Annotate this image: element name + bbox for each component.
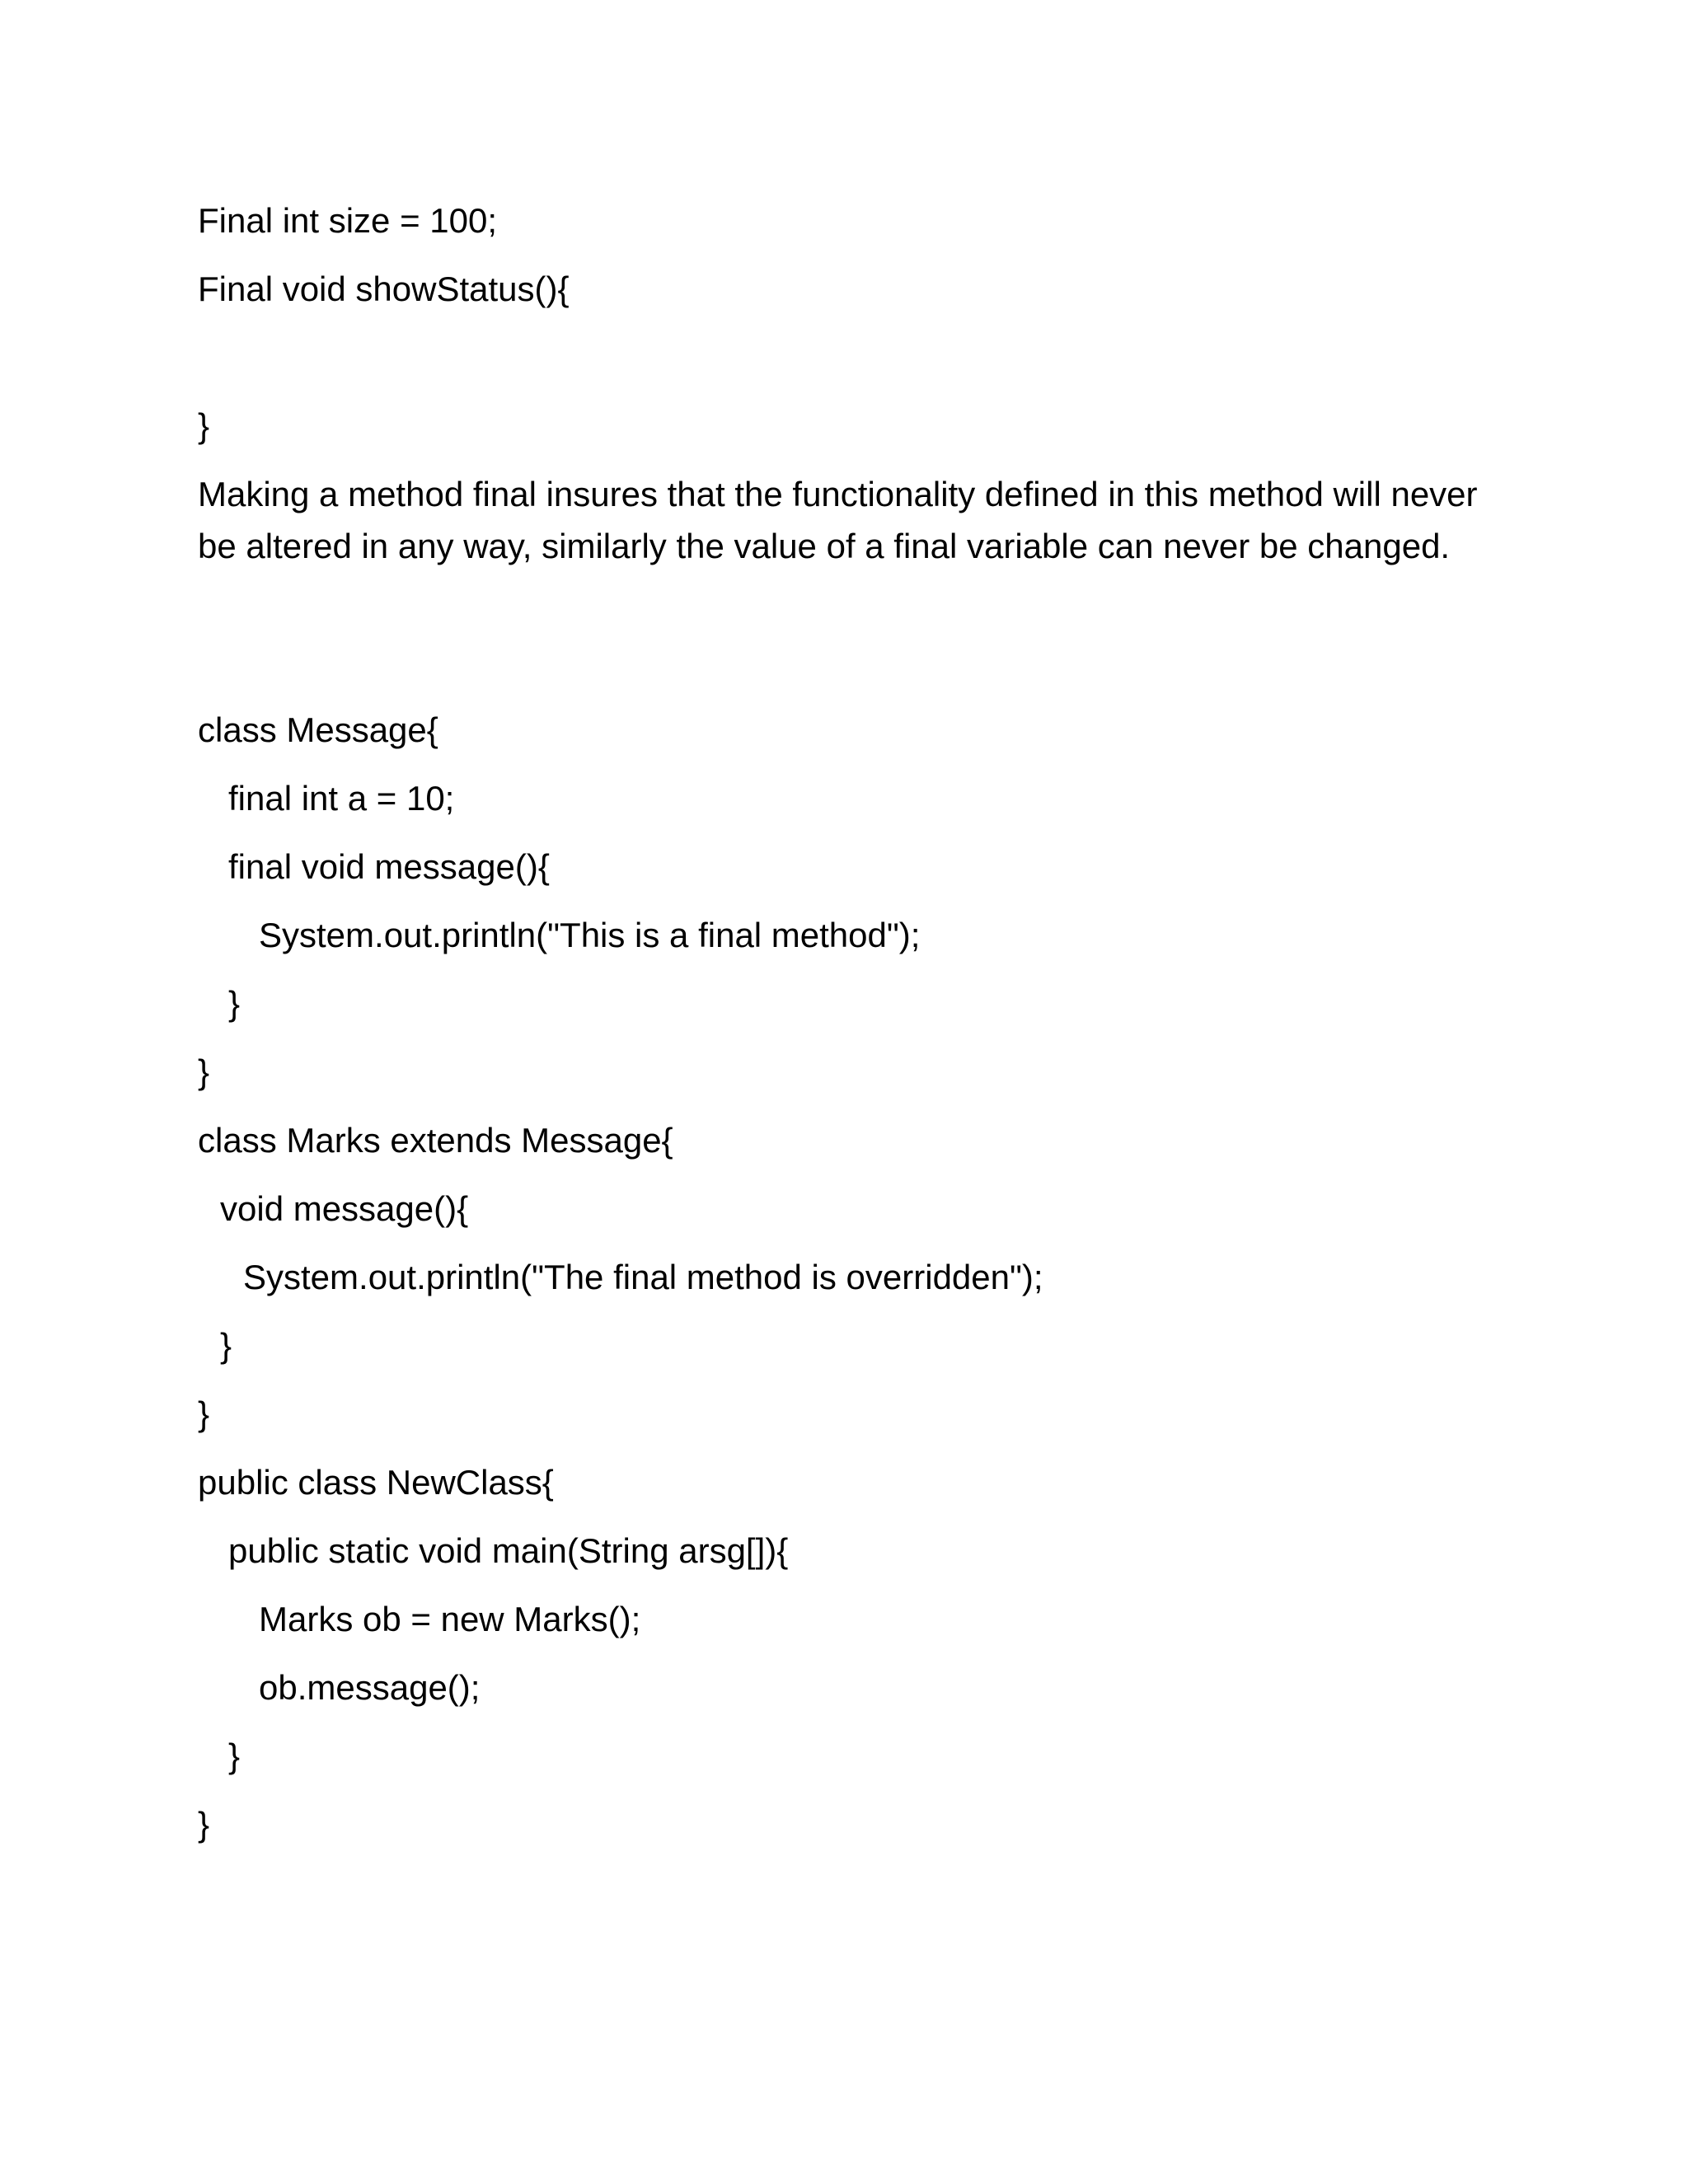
code-line: void message(){	[220, 1189, 469, 1228]
code-line: final int a = 10;	[228, 779, 455, 818]
snippet-line-2: Final void showStatus(){	[198, 269, 570, 308]
code-line: System.out.println("This is a final method");	[259, 916, 921, 954]
code-line: }	[220, 1326, 232, 1365]
code-line: }	[198, 1052, 210, 1091]
code-line: }	[228, 984, 241, 1023]
snippet-line-3: }	[198, 406, 210, 445]
code-line: System.out.println("The final method is overridden");	[243, 1258, 1043, 1296]
snippet-line-1: Final int size = 100;	[198, 201, 498, 240]
code-line: Marks ob = new Marks();	[259, 1600, 641, 1638]
code-line: ob.message();	[259, 1668, 481, 1707]
code-line: }	[198, 1394, 210, 1433]
code-line: }	[198, 1805, 210, 1844]
code-line: class Marks extends Message{	[198, 1121, 673, 1160]
code-line: }	[228, 1736, 241, 1775]
code-line: public class NewClass{	[198, 1463, 554, 1502]
code-line: class Message{	[198, 710, 438, 749]
code-line: final void message(){	[228, 847, 550, 886]
explanation-paragraph: Making a method final insures that the functionality defined in this method will never be altered in any way, similarly the value of a final variable can never be changed.	[198, 475, 1478, 565]
code-line: public static void main(String arsg[]){	[228, 1531, 789, 1570]
